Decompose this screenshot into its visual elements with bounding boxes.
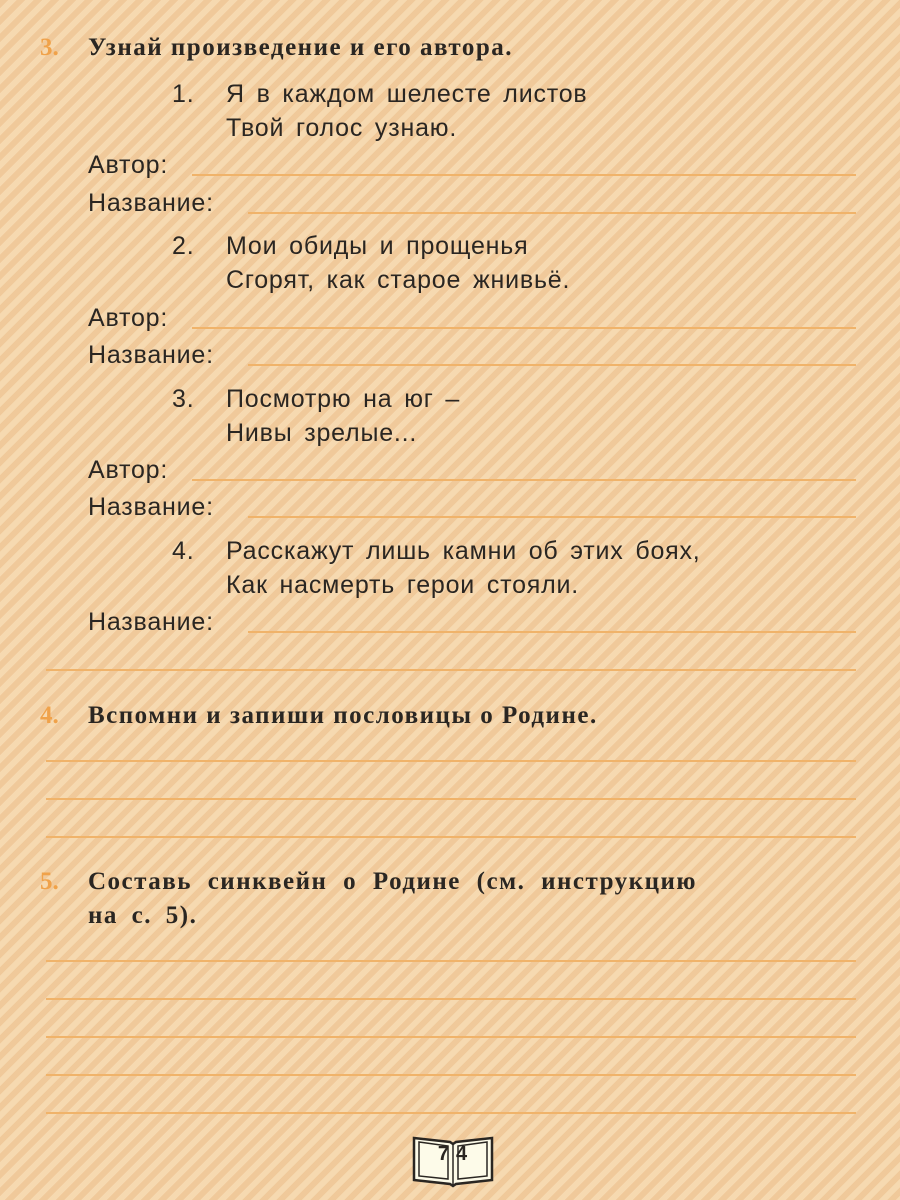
poem-4-line-1: Расскажут лишь камни об этих боях,: [226, 537, 701, 565]
title-answer-line-1[interactable]: [248, 212, 856, 214]
title-label-1: Название:: [88, 189, 214, 217]
proverb-line-1[interactable]: [46, 760, 856, 762]
poem-3-index: 3.: [172, 385, 195, 413]
task-3-title: Узнай произведение и его автора.: [88, 34, 514, 61]
task-4-title: Вспомни и запиши пословицы о Родине.: [88, 702, 598, 729]
poem-1-line-1: Я в каждом шелесте листов: [226, 80, 588, 108]
title-label-2: Название:: [88, 341, 214, 369]
poem-2-line-2: Сгорят, как старое жнивьё.: [226, 266, 571, 294]
poem-2-index: 2.: [172, 232, 195, 260]
task-5-title-line-2: на с. 5).: [88, 902, 198, 929]
poem-4-index: 4.: [172, 537, 195, 565]
cinquain-line-4[interactable]: [46, 1074, 856, 1076]
author-answer-line-3[interactable]: [192, 479, 856, 481]
poem-4-line-2: Как насмерть герои стояли.: [226, 571, 580, 599]
page-number: 74: [437, 1143, 475, 1165]
poem-3-line-2: Нивы зрелые...: [226, 419, 418, 447]
title-answer-line-2[interactable]: [248, 364, 856, 366]
author-label-2: Автор:: [88, 304, 169, 332]
author-answer-line-1[interactable]: [192, 174, 856, 176]
title-answer-line-4[interactable]: [248, 631, 856, 633]
cinquain-line-1[interactable]: [46, 960, 856, 962]
title-label-3: Название:: [88, 493, 214, 521]
proverb-line-3[interactable]: [46, 836, 856, 838]
task-3-number: 3.: [40, 34, 59, 61]
cinquain-line-3[interactable]: [46, 1036, 856, 1038]
page-number-badge: [410, 1130, 496, 1188]
extra-answer-line[interactable]: [46, 669, 856, 671]
poem-3-line-1: Посмотрю на юг –: [226, 385, 461, 413]
author-label-1: Автор:: [88, 151, 169, 179]
task-5-number: 5.: [40, 868, 59, 895]
title-answer-line-3[interactable]: [248, 516, 856, 518]
title-label-4: Название:: [88, 608, 214, 636]
poem-1-index: 1.: [172, 80, 195, 108]
poem-1-line-2: Твой голос узнаю.: [226, 114, 458, 142]
proverb-line-2[interactable]: [46, 798, 856, 800]
poem-2-line-1: Мои обиды и прощенья: [226, 232, 529, 260]
cinquain-line-5[interactable]: [46, 1112, 856, 1114]
author-label-3: Автор:: [88, 456, 169, 484]
task-4-number: 4.: [40, 702, 59, 729]
task-5-title-line-1: Составь синквейн о Родине (см. инструкцию: [88, 868, 697, 895]
cinquain-line-2[interactable]: [46, 998, 856, 1000]
author-answer-line-2[interactable]: [192, 327, 856, 329]
